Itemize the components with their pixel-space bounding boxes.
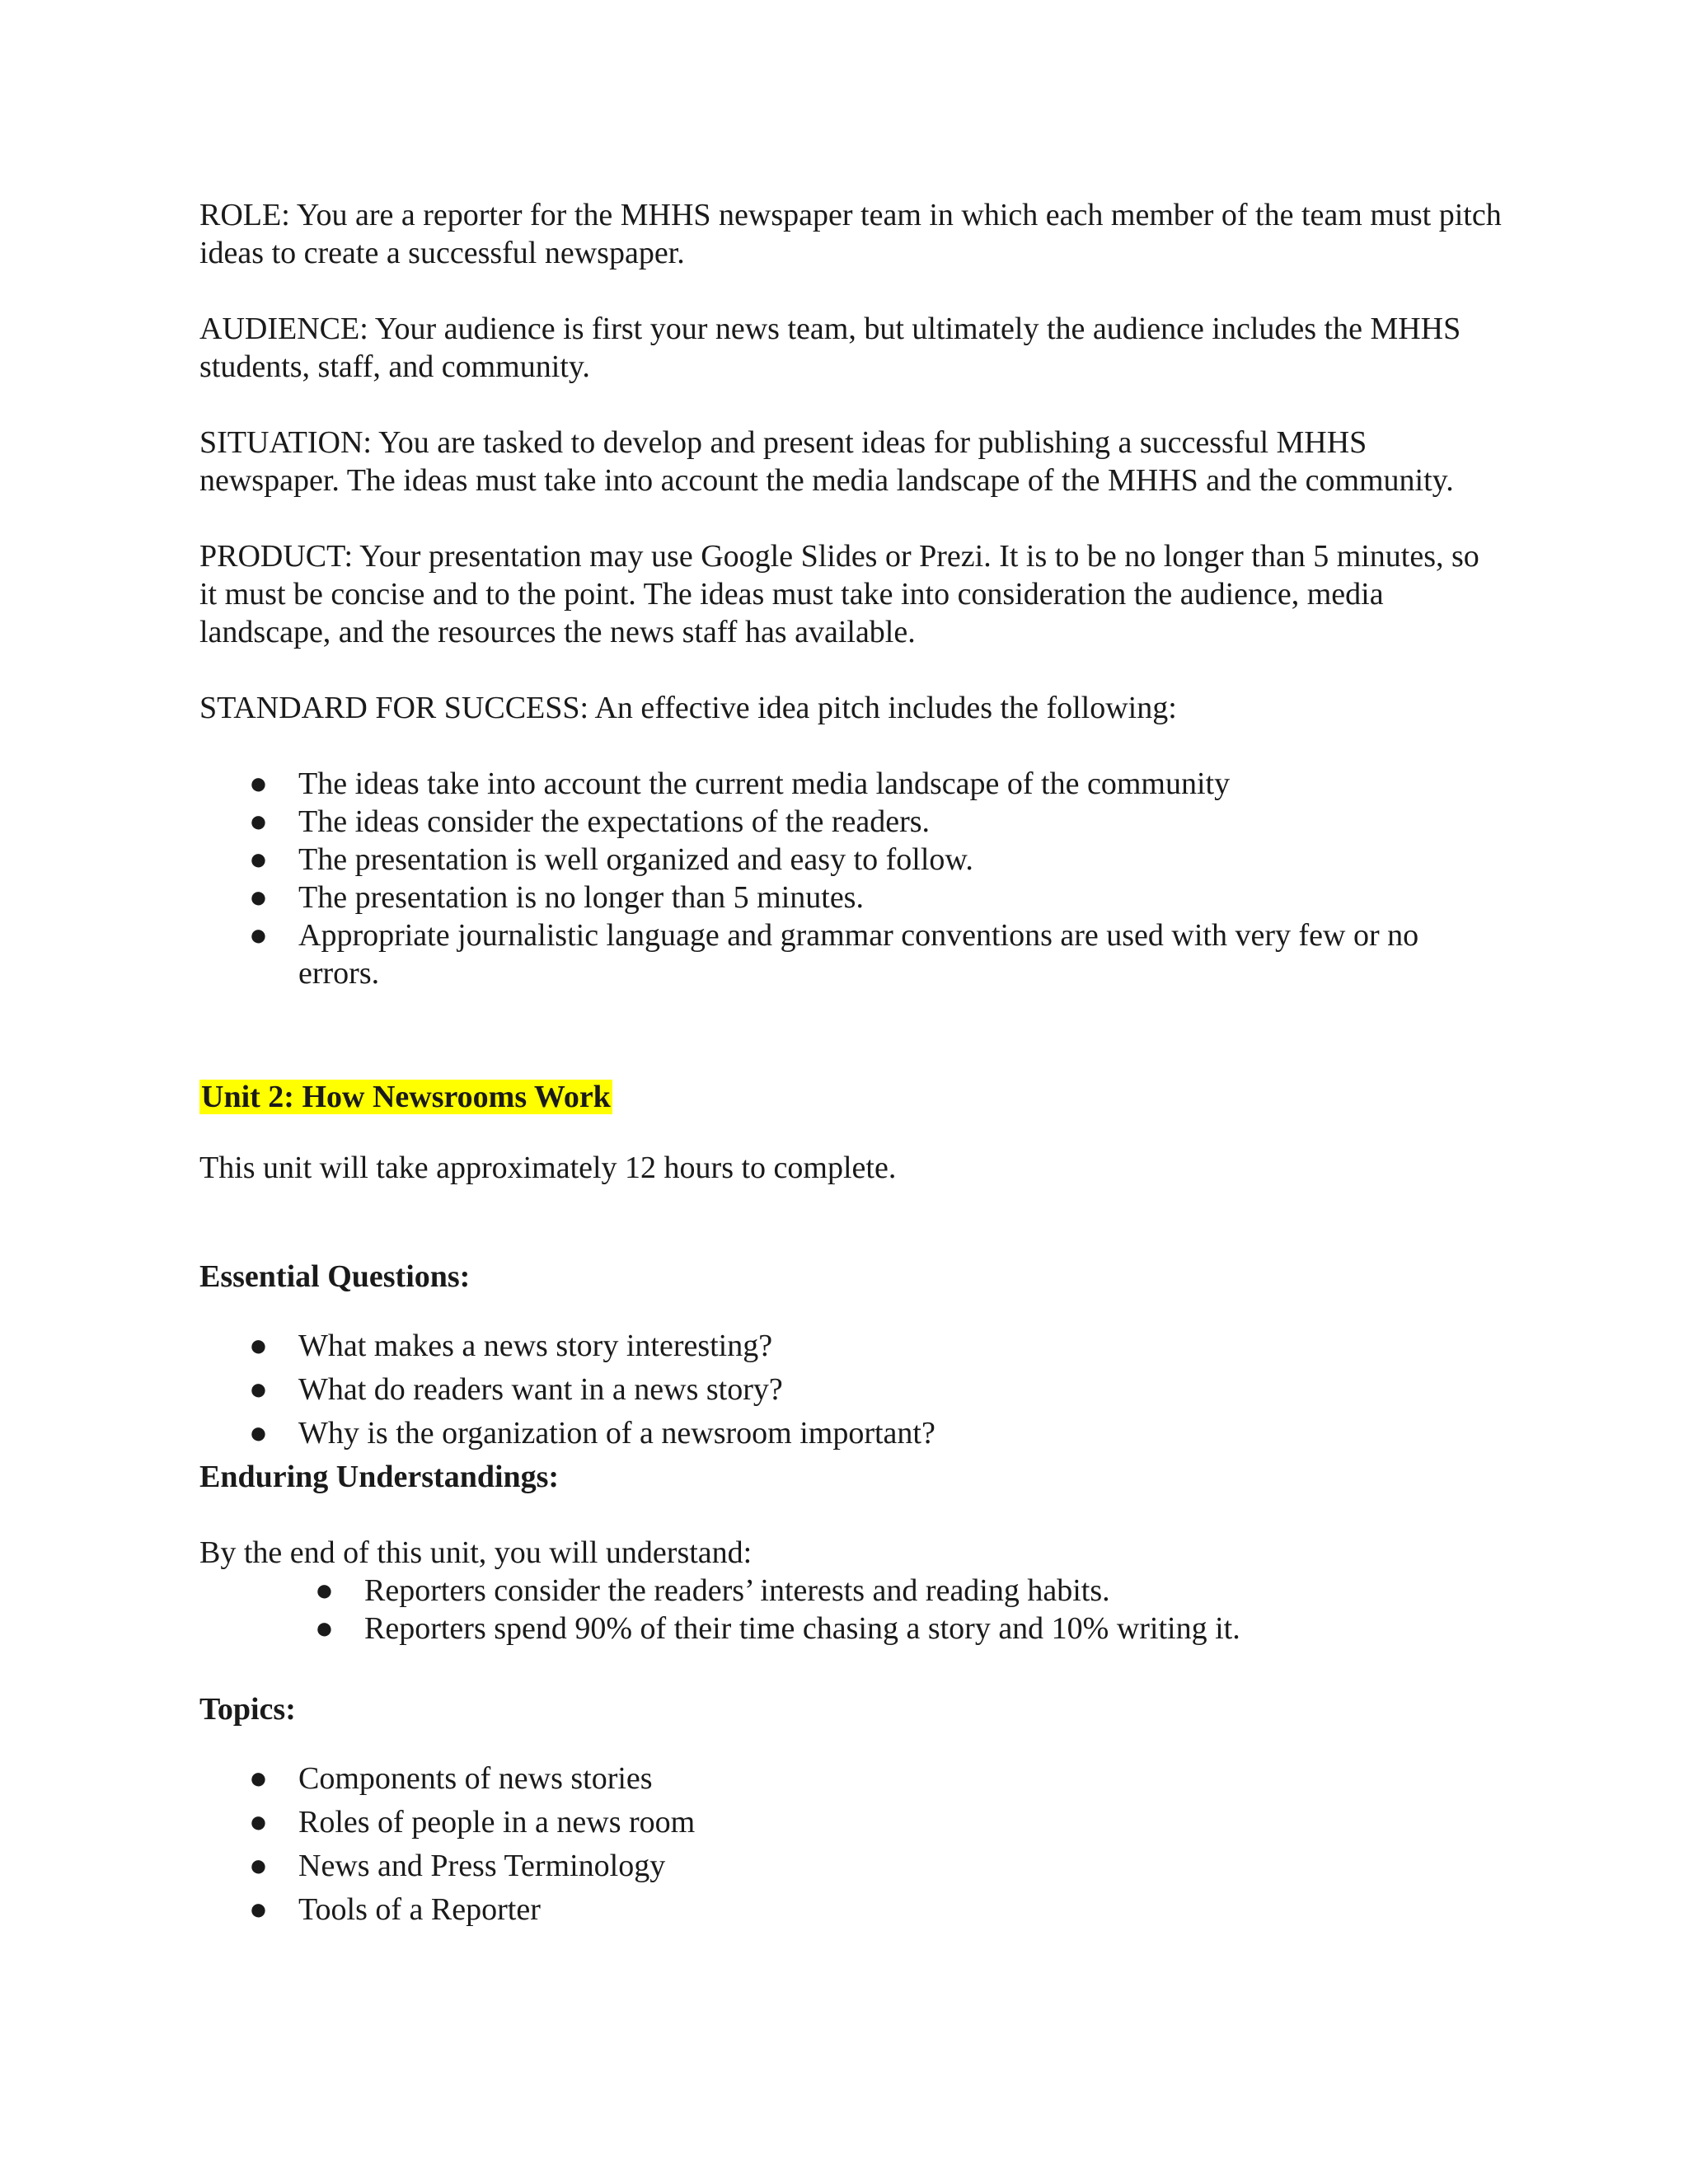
bullet-icon: ●	[249, 1416, 268, 1451]
list-item: ● The ideas take into account the current media landscape of the community	[249, 766, 1231, 801]
topics-heading: Topics:	[199, 1692, 296, 1727]
list-item: ● What makes a news story interesting?	[249, 1329, 773, 1363]
bullet-icon: ●	[315, 1573, 334, 1608]
bullet-icon: ●	[249, 880, 268, 915]
essential-questions-list	[199, 1327, 1502, 1452]
list-item: ● Roles of people in a news room	[249, 1805, 696, 1840]
topics-list	[199, 1760, 1502, 1929]
list-item: ● Reporters spend 90% of their time chasing a story and 10% writing it.	[315, 1611, 1240, 1646]
list-item: ● The ideas consider the expectations of the readers.	[249, 804, 931, 839]
list-item: ● The presentation is well organized and easy to follow.	[249, 842, 973, 877]
enduring-understandings-heading: Enduring Understandings:	[199, 1460, 560, 1494]
list-item: ● Why is the organization of a newsroom important?	[249, 1416, 935, 1451]
bullet-icon: ●	[249, 918, 268, 953]
bullet-icon: ●	[249, 1849, 268, 1883]
bullet-icon: ●	[249, 766, 268, 801]
standard-list	[199, 765, 1502, 992]
list-item: ● News and Press Terminology	[249, 1849, 666, 1883]
bullet-icon: ●	[249, 1329, 268, 1363]
bullet-icon: ●	[249, 804, 268, 839]
enduring-intro: By the end of this unit, you will understand:	[199, 1535, 753, 1570]
document-body	[199, 196, 1502, 1934]
product-paragraph: PRODUCT: Your presentation may use Google Slides or Prezi. It is to be no longer than 5 minutes, so it must be concise and to the point. The ideas must take into consideration the audience, media landscape, and the resources the news staff has available.	[199, 539, 1479, 649]
essential-questions-heading: Essential Questions:	[199, 1259, 471, 1294]
bullet-icon: ●	[249, 1761, 268, 1796]
bullet-icon: ●	[249, 1805, 268, 1840]
list-item: ● Reporters consider the readers’ interests and reading habits.	[315, 1573, 1110, 1608]
list-item: ● What do readers want in a news story?	[249, 1372, 783, 1407]
bullet-icon: ●	[249, 1372, 268, 1407]
enduring-understandings-list	[199, 1572, 1502, 1647]
audience-paragraph: AUDIENCE: Your audience is first your news team, but ultimately the audience includes the MHHS students, staff, and community.	[199, 312, 1461, 384]
bullet-icon: ●	[249, 1892, 268, 1927]
standard-paragraph: STANDARD FOR SUCCESS: An effective idea pitch includes the following:	[199, 691, 1177, 725]
list-item: ● Components of news stories	[249, 1761, 653, 1796]
bullet-icon: ●	[315, 1611, 334, 1646]
unit-title: Unit 2: How Newsrooms Work	[201, 1080, 611, 1114]
unit-duration: This unit will take approximately 12 hours to complete.	[199, 1151, 897, 1185]
bullet-icon: ●	[249, 842, 268, 877]
list-item: ● Tools of a Reporter	[249, 1892, 541, 1927]
situation-paragraph: SITUATION: You are tasked to develop and present ideas for publishing a successful MHHS newspaper. The ideas must take into account the media landscape of the MHHS and the community.	[199, 425, 1454, 498]
list-item: ● Appropriate journalistic language and grammar conventions are used with very few or no errors.	[249, 918, 1419, 991]
list-item: ● The presentation is no longer than 5 minutes.	[249, 880, 864, 915]
role-paragraph: ROLE: You are a reporter for the MHHS newspaper team in which each member of the team must pitch ideas to create a successful newspaper.	[199, 198, 1502, 270]
